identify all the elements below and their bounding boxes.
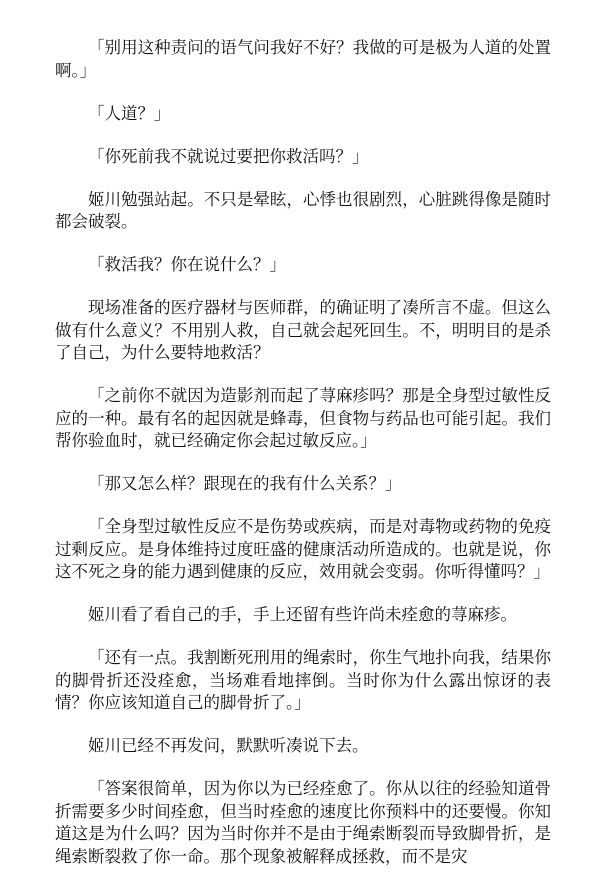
paragraph: 「别用这种责问的语气问我好不好？我做的可是极为人道的处置啊。」 <box>55 38 551 80</box>
paragraph: 姬川已经不再发问，默默听凑说下去。 <box>88 736 369 755</box>
paragraph: 「救活我？你在说什么？」 <box>88 255 286 274</box>
paragraph: 姬川看了看自己的手，手上还留有些许尚未痊愈的荨麻疹。 <box>88 605 517 624</box>
paragraph: 「还有一点。我割断死刑用的绳索时，你生气地扑向我，结果你的脚骨折还没痊愈，当场难看地摔倒。当时你为什么露出惊讶的表情？你应该知道自己的脚骨折了。」 <box>55 648 551 712</box>
paragraph: 「人道？」 <box>88 103 171 123</box>
paragraph: 现场准备的医疗器材与医师群，的确证明了凑所言不虚。但这么做有什么意义？不用别人救，自己就会起死回生。不，明明目的是杀了自己，为什么要特地救活？ <box>55 298 551 362</box>
document-page <box>55 37 551 889</box>
paragraph: 「全身型过敏性反应不是伤势或疾病，而是对毒物或药物的免疫过剩反应。是身体维持过度旺盛的健康活动所造成的。也就是说，你这不死之身的能力遇到健康的反应，效用就会变弱。你听得懂吗？」 <box>55 517 551 581</box>
paragraph: 姬川勉强站起。不只是晕眩，心悸也很剧烈，心脏跳得像是随时都会破裂。 <box>55 189 551 231</box>
paragraph: 「之前你不就因为造影剂而起了荨麻疹吗？那是全身型过敏性反应的一种。最有名的起因就是蜂毒，但食物与药品也可能引起。我们帮你验血时，就已经确定你会起过敏反应。」 <box>55 386 551 450</box>
paragraph: 「你死前我不就说过要把你救活吗？」 <box>88 146 369 166</box>
paragraph: 「答案很简单，因为你以为已经痊愈了。你从以往的经验知道骨折需要多少时间痊愈，但当时痊愈的速度比你预料中的还要慢。你知道这是为什么吗？因为当时你并不是由于绳索断裂而导致脚骨折，是绳索断裂救了你一命。那个现象被解释成拯救，而不是灾 <box>55 779 551 866</box>
paragraph: 「那又怎么样？跟现在的我有什么关系？」 <box>88 474 402 493</box>
